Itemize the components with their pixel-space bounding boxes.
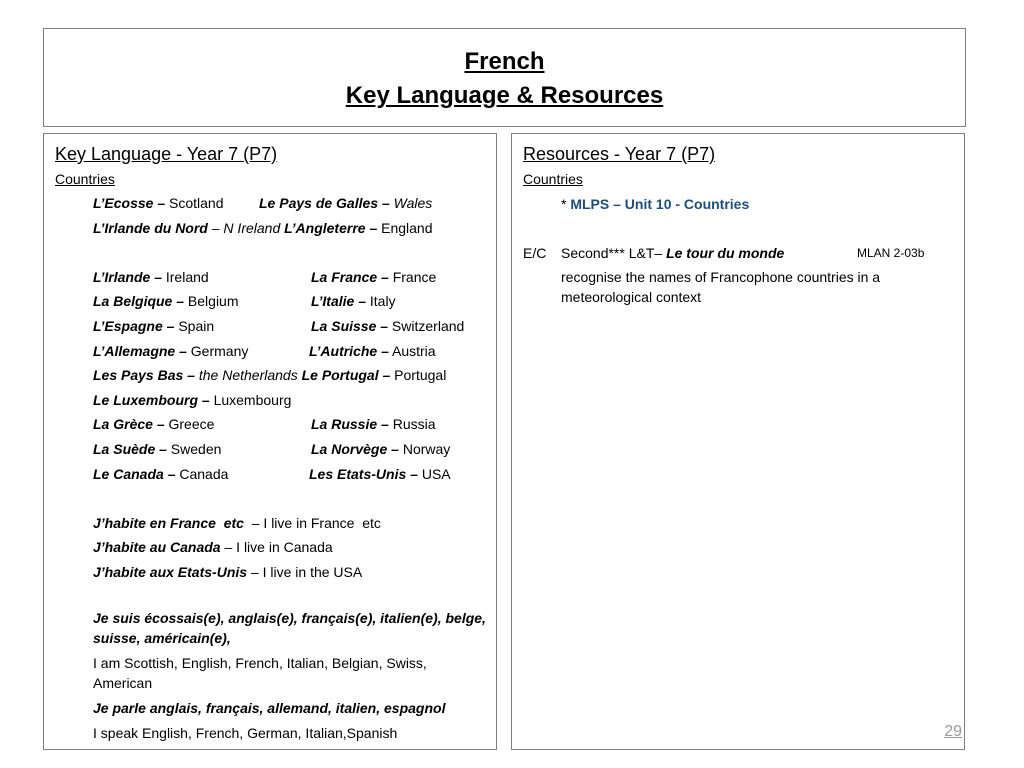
french-country: La Suisse – xyxy=(311,317,389,334)
ec-description: recognise the names of Francophone countries in a meteorological context xyxy=(561,269,881,305)
nationality-english: I am Scottish, English, French, Italian, Belgian, Swiss, American xyxy=(93,654,427,691)
country-row xyxy=(55,440,486,465)
french-country: Le Luxembourg – xyxy=(93,391,210,408)
french-country: L’Ecosse – xyxy=(93,195,166,211)
live-french: J’habite au Canada xyxy=(93,539,221,556)
french-country: La Belgique – xyxy=(93,293,185,310)
ec-code: MLAN 2-03b xyxy=(857,246,925,260)
i-live-list xyxy=(55,514,486,588)
french-country: Le Portugal – xyxy=(301,367,391,384)
english-country: Sweden xyxy=(166,440,222,457)
live-row xyxy=(55,514,486,539)
french-country: La Russie – xyxy=(311,416,389,433)
resources-heading: Resources - Year 7 (P7) xyxy=(523,144,716,164)
english-country: Russia xyxy=(388,416,436,433)
english-country: – N Ireland xyxy=(207,219,281,236)
french-country: La Suède – xyxy=(93,440,167,457)
english-country: Norway xyxy=(398,440,451,457)
french-country: L’Irlande – xyxy=(93,268,162,285)
live-row xyxy=(55,538,486,563)
key-language-heading: Key Language - Year 7 (P7) xyxy=(55,144,278,164)
english-country: Ireland xyxy=(161,268,209,285)
live-french: J’habite aux Etats-Unis xyxy=(93,563,248,580)
country-row xyxy=(55,219,486,244)
ec-label: E/C xyxy=(523,245,547,261)
french-country: L’Autriche – xyxy=(309,342,389,359)
french-country: La Grèce – xyxy=(93,416,165,433)
english-country: Greece xyxy=(164,416,215,433)
live-english: – I live in Canada xyxy=(220,539,333,556)
english-country: Canada xyxy=(175,465,229,482)
english-country: Spain xyxy=(174,317,215,334)
country-list xyxy=(55,268,486,489)
resource-link[interactable]: MLPS – Unit 10 - Countries xyxy=(570,196,750,212)
english-country: Scotland xyxy=(165,195,224,211)
title-line-2: Key Language & Resources xyxy=(345,82,664,109)
french-country: Les Etats-Unis – xyxy=(309,465,418,482)
french-country: Les Pays Bas – xyxy=(93,367,195,384)
live-row xyxy=(55,563,486,588)
ec-text: Second*** L&T– xyxy=(561,245,663,261)
english-country: USA xyxy=(417,465,451,482)
uk-country-list xyxy=(55,194,486,243)
french-country: Le Canada – xyxy=(93,465,176,482)
title-line-1: French xyxy=(464,48,545,75)
country-row xyxy=(55,292,486,317)
french-country: Le Pays de Galles – xyxy=(259,195,390,211)
english-country: England xyxy=(377,219,433,236)
english-country: the Netherlands xyxy=(194,367,298,384)
live-french: J’habite en France etc xyxy=(93,514,244,531)
live-english: – I live in the USA xyxy=(247,563,363,580)
french-country: L’Angleterre – xyxy=(284,219,378,236)
english-country: Wales xyxy=(389,195,433,211)
country-row xyxy=(55,391,486,416)
countries-subheading: Countries xyxy=(55,171,115,187)
country-row xyxy=(55,366,486,391)
country-row xyxy=(55,342,486,367)
country-row xyxy=(55,465,486,490)
live-english: – I live in France etc xyxy=(243,514,381,531)
title-box xyxy=(43,28,966,127)
resources-panel xyxy=(511,133,965,750)
resource-line xyxy=(523,194,954,214)
french-country: L’Allemagne – xyxy=(93,342,187,359)
english-country: France xyxy=(388,268,437,285)
country-row xyxy=(55,317,486,342)
english-country: Belgium xyxy=(184,293,239,310)
english-country: Austria xyxy=(388,342,436,359)
ec-title: Le tour du monde xyxy=(666,245,785,261)
country-row xyxy=(55,194,486,219)
resources-countries-subheading: Countries xyxy=(523,171,583,187)
resource-bullet: * xyxy=(561,196,567,212)
french-country: L’Italie – xyxy=(311,293,366,310)
country-row xyxy=(55,268,486,293)
english-country: Luxembourg xyxy=(209,391,292,408)
ec-line xyxy=(523,243,954,267)
languages-english: I speak English, French, German, Italian,Spanish xyxy=(93,724,398,741)
english-country: Germany xyxy=(186,342,249,359)
french-country: L’Espagne – xyxy=(93,317,175,334)
english-country: Italy xyxy=(365,293,396,310)
key-language-panel xyxy=(43,133,497,750)
country-row xyxy=(55,415,486,440)
french-country: La France – xyxy=(311,268,389,285)
nationality-french: Je suis écossais(e), anglais(e), français(e), italien(e), belge, suisse, américain(e), xyxy=(93,609,486,646)
french-country: L’Irlande du Nord xyxy=(93,219,208,236)
english-country: Switzerland xyxy=(388,317,465,334)
page-number: 29 xyxy=(944,723,962,740)
french-country: La Norvège – xyxy=(311,440,399,457)
english-country: Portugal xyxy=(390,367,447,384)
languages-french: Je parle anglais, français, allemand, italien, espagnol xyxy=(93,699,446,716)
